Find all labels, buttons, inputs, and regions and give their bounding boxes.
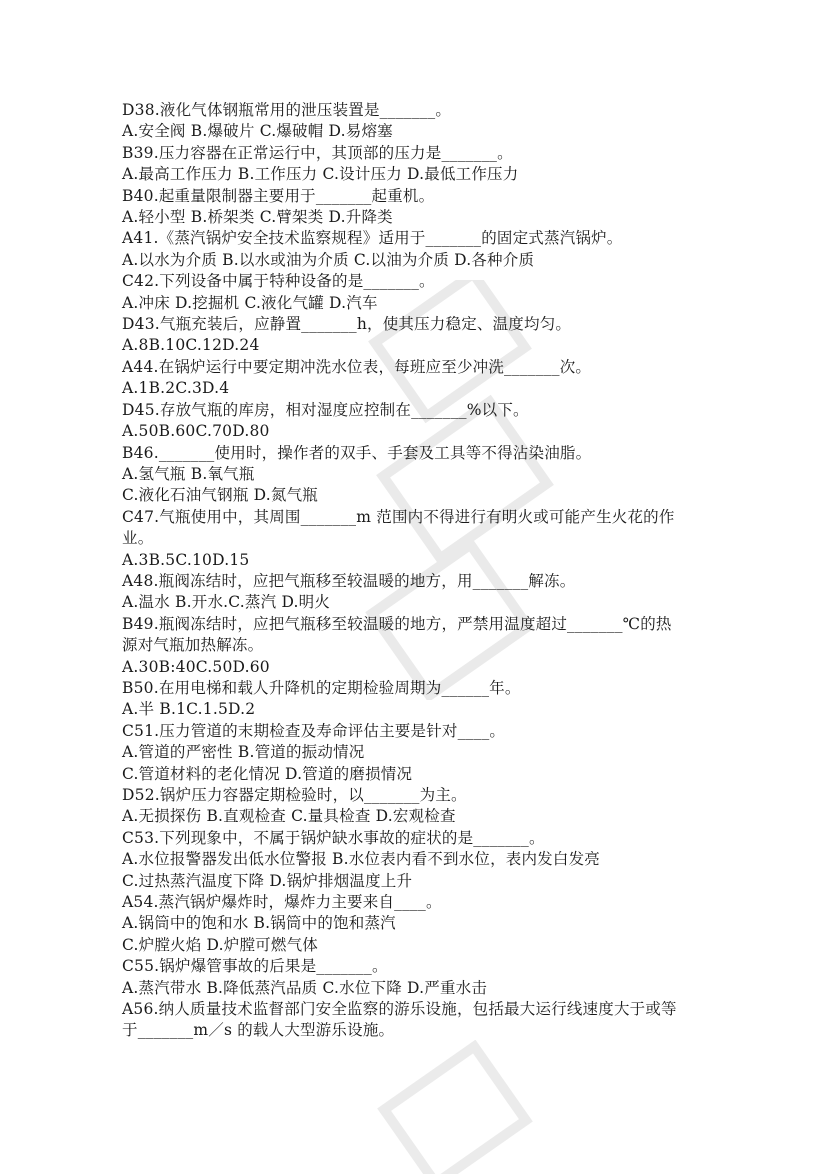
options-40: A.轻小型 B.桥架类 C.臂架类 D.升降类 [122,208,393,227]
question-40: B40.起重量限制器主要用于_______起重机。 [122,186,435,205]
question-56: A56.纳人质量技术监督部门安全监察的游乐设施，包括最大运行线速度大于或等 [122,1000,677,1019]
options-43: A.8B.10C.12D.24 [122,336,260,355]
options-50: A.半 B.1C.1.5D.2 [122,700,256,719]
options-47: A.3B.5C.10D.15 [122,550,250,569]
question-41: A41.《蒸汽锅炉安全技术监察规程》适用于_______的固定式蒸汽锅炉。 [122,229,623,248]
question-44: A44.在锅炉运行中要定期冲洗水位表，每班应至少冲洗_______次。 [122,357,592,376]
options-53-a: A.水位报警器发出低水位警报 B.水位表内看不到水位，表内发白发亮 [122,850,600,869]
options-44: A.1B.2C.3D.4 [122,379,230,398]
question-50: B50.在用电梯和载人升降机的定期检验周期为______年。 [122,678,521,697]
options-45: A.50B.60C.70D.80 [122,422,270,441]
question-43: D43.气瓶充装后，应静置_______h，使其压力稳定、温度均匀。 [122,315,572,334]
question-51: C51.压力管道的末期检查及寿命评估主要是针对____。 [122,721,506,740]
options-53-b: C.过热蒸汽温度下降 D.锅炉排烟温度上升 [122,871,413,890]
options-49: A.30B:40C.50D.60 [122,657,270,676]
question-49-cont: 源对气瓶加热解冻。 [122,636,264,655]
options-54-b: C.炉膛火焰 D.炉膛可燃气体 [122,935,318,954]
document-body [122,100,742,1042]
options-46-b: C.液化石油气钢瓶 D.氮气瓶 [122,486,318,505]
question-53: C53.下列现象中，不属于锅炉缺水事故的症状的是_______。 [122,828,545,847]
question-48: A48.瓶阀冻结时，应把气瓶移至较温暖的地方，用_______解冻。 [122,571,576,590]
options-51-b: C.管道材料的老化情况 D.管道的磨损情况 [122,764,413,783]
options-42: A.冲床 D.挖掘机 C.液化气罐 D.汽车 [122,293,378,312]
options-38: A.安全阀 B.爆破片 C.爆破帽 D.易熔塞 [122,122,393,141]
options-54-a: A.锅筒中的饱和水 B.锅筒中的饱和蒸汽 [122,914,396,933]
question-49: B49.瓶阀冻结时，应把气瓶移至较温暖的地方，严禁用温度超过_______℃的热 [122,614,672,633]
question-54: A54.蒸汽锅炉爆炸时，爆炸力主要来自____。 [122,893,442,912]
question-45: D45.存放气瓶的库房，相对湿度应控制在_______%以下。 [122,400,529,419]
question-39: B39.压力容器在正常运行中，其顶部的压力是_______。 [122,143,513,162]
question-47-cont: 业。 [122,529,154,548]
watermark-bottom [360,1040,560,1174]
options-41: A.以水为介质 B.以水或油为介质 C.以油为介质 D.各种介质 [122,250,535,269]
question-47: C47.气瓶使用中，其周围_______m 范围内不得进行有明火或可能产生火花的作 [122,507,675,526]
options-51-a: A.管道的严密性 B.管道的振动情况 [122,743,365,762]
question-42: C42.下列设备中属于特种设备的是_______。 [122,272,435,291]
options-55: A.蒸汽带水 B.降低蒸汽品质 C.水位下降 D.严重水击 [122,978,488,997]
question-56-cont: 于_______m／s 的载人大型游乐设施。 [122,1021,395,1040]
question-55: C55.锅炉爆管事故的后果是_______。 [122,957,388,976]
options-52: A.无损探伤 B.直观检查 C.量具检查 D.宏观检查 [122,807,456,826]
options-39: A.最高工作压力 B.工作压力 C.设计压力 D.最低工作压力 [122,165,519,184]
question-46: B46._______使用时，操作者的双手、手套及工具等不得沾染油脂。 [122,443,592,462]
question-38: D38.液化气体钢瓶常用的泄压装置是_______。 [122,101,452,119]
options-46-a: A.氢气瓶 B.氧气瓶 [122,464,255,483]
question-52: D52.锅炉压力容器定期检验时，以_______为主。 [122,786,467,804]
options-48: A.温水 B.开水.C.蒸汽 D.明火 [122,593,331,612]
